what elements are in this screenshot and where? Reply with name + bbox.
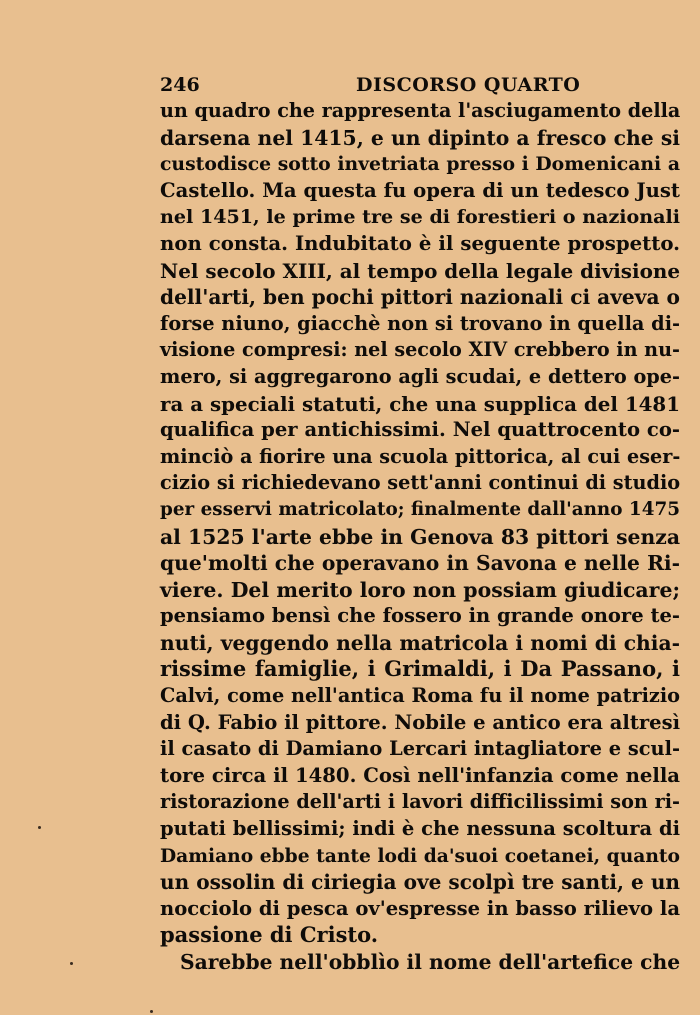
text-line: nocciolo di pesca ov'espresse in basso rilievo la — [160, 896, 680, 920]
text-line: di Q. Fabio il pittore. Nobile e antico era altresì — [160, 710, 681, 734]
text-line: Sarebbe nell'obblìo il nome dell'artefice che — [180, 950, 681, 974]
text-line: al 1525 l'arte ebbe in Genova 83 pittori senza — [160, 524, 680, 549]
page-number: 246 — [160, 74, 200, 96]
text-line: nel 1451, le prime tre se di forestieri o nazionali — [160, 205, 680, 229]
text-line: Damiano ebbe tante lodi da'suoi coetanei, quanto — [160, 844, 680, 867]
text-line: qualifica per antichissimi. Nel quattrocento co- — [160, 418, 680, 442]
text-line: per esservi matricolato; finalmente dall'anno 1475 — [160, 498, 680, 520]
text-line: un ossolin di ciriegia ove scolpì tre santi, e un — [160, 870, 680, 895]
text-line: nuti, veggendo nella matricola i nomi di chia- — [160, 630, 680, 655]
text-line: que'molti che operavano in Savona e nelle Ri- — [160, 551, 680, 576]
text-line: il casato di Damiano Lercari intagliatore e scul- — [160, 737, 680, 761]
running-head: DISCORSO QUARTO — [356, 74, 581, 96]
text-line: Nel secolo XIII, al tempo della legale divisione — [160, 258, 681, 283]
text-line: ra a speciali statuti, che una supplica del 1481 — [160, 391, 680, 416]
text-line: Calvi, come nell'antica Roma fu il nome patrizio — [160, 684, 680, 708]
text-line: tore circa il 1480. Così nell'infanzia come nella — [160, 763, 680, 787]
text-line: mero, si aggregarono agli scudai, e dettero ope- — [160, 364, 680, 388]
text-line: putati bellissimi; indi è che nessuna scoltura di — [160, 817, 680, 841]
text-line: non consta. Indubitato è il seguente prospetto. — [160, 231, 680, 255]
text-line: custodisce sotto invetriata presso i Domenicani a — [160, 153, 680, 176]
page-header — [160, 74, 680, 100]
paper-speck — [150, 1010, 153, 1013]
paper-speck — [38, 826, 41, 829]
text-line: rissime famiglie, i Grimaldi, i Da Passano, i — [160, 656, 680, 682]
text-line: Castello. Ma questa fu opera di un tedesco Just — [160, 178, 680, 202]
text-line: minciò a fiorire una scuola pittorica, al cui eser- — [160, 444, 681, 468]
paper-speck — [70, 962, 73, 965]
text-line: ristorazione dell'arti i lavori difficilissimi son ri- — [160, 790, 680, 814]
text-line: darsena nel 1415, e un dipinto a fresco che si — [160, 125, 680, 150]
text-line: pensiamo bensì che fossero in grande onore te- — [160, 604, 680, 628]
body-text — [160, 98, 680, 976]
text-line: visione compresi: nel secolo XIV crebbero in nu- — [160, 338, 680, 362]
text-line: viere. Del merito loro non possiam giudicare; — [160, 577, 680, 602]
text-line: forse niuno, giacchè non si trovano in quella di- — [160, 311, 681, 335]
text-line: dell'arti, ben pochi pittori nazionali ci aveva o — [160, 285, 680, 310]
text-line: un quadro che rappresenta l'asciugamento della — [160, 99, 681, 122]
text-line: cizio si richiedevano sett'anni continui di studio — [160, 471, 681, 495]
text-line: passione di Cristo. — [160, 922, 379, 948]
